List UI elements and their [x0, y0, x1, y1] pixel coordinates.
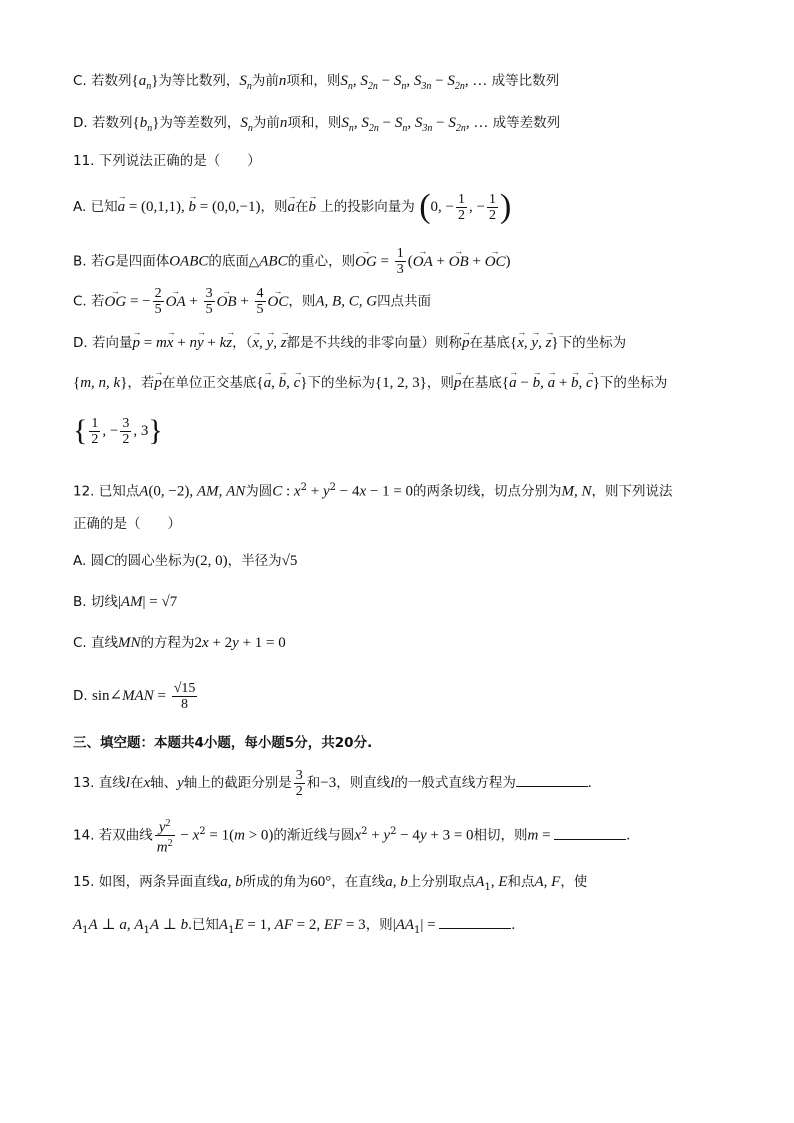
question-14: 14. 若双曲线 $\frac{y^2}{m^2}$ − $x^2 = 1(m > 0)$的渐近线与圆$x^2 + y^2 - 4y + 3 = 0$相切，则m = . [73, 817, 631, 856]
option-11a: A. 已知→ a = (0,1,1), → b = (0,0,−1)，则→ a在→ b 上的投影向量为 (0, − $\frac{1}{2}$ , − $\frac{1}{2}$ ) [73, 190, 734, 224]
question-11-stem: 11. 下列说法正确的是（ ） [73, 153, 261, 169]
section-3-heading: 三、填空题：本题共4小题，每小题5分，共20分. [73, 735, 373, 751]
question-15-line1: 15. 如图，两条异面直线a, b所成的角为60°，在直线a, b上分别取点$A_1$, E和点A, F，使 [73, 874, 588, 893]
question-15-line2: $A_1A$ ⊥ a, $A_1A$ ⊥ b.已知$A_1E = 1$, AF = 2, EF = 3，则$|AA_1|$ = . [73, 914, 734, 941]
option-11c: C. 若→ OG = − $\frac{2}{5}$ → OA + $\frac{3}{5}$ → OB + $\frac{4}{5}$ → OC，则A, B, C, G四点共面 [73, 286, 734, 317]
answer-blank-15[interactable] [439, 914, 511, 929]
option-12c: C. 直线MN的方程为2x + 2y + 1 = 0 [73, 635, 286, 651]
option-11b: B. 若G是四面体OABC的底面△ABC的重心，则→ OG = $\frac{1}{3}$ (→ OA + → OB + → OC) [73, 246, 734, 277]
option-11d-line3: { $\frac{1}{2}$ , − $\frac{3}{2}$ , 3} [73, 414, 163, 447]
question-13: 13. 直线l在x轴、y轴上的截距分别是 $\frac{3}{2}$ 和−3，则直线l的一般式直线方程为 . [73, 767, 592, 799]
option-12a: A. 圆C的圆心坐标为(2, 0)，半径为√5 [73, 553, 298, 569]
option-11d-line2: {m, n, k}，若→ p在单位正交基底{→ a, → b, → c}下的坐标为{1, 2, 3}，则→ p在基底{→ a − → b, → a + → b, → c}下的坐标为 [73, 373, 734, 393]
answer-blank-13[interactable] [516, 772, 588, 787]
question-12-stem-line2: 正确的是（ ） [73, 516, 181, 532]
option-10c: C. 若数列$\{a_n\}$为等比数列，$S_n$为前n项和，则$S_n$, $S_{2n} - S_n$, $S_{3n} - S_{2n}$, … 成等比数列 [73, 73, 560, 92]
option-12d: D. sin∠MAN = $\frac{√15}{8}$ [73, 680, 196, 712]
option-12b: B. 切线|AM| = √7 [73, 594, 178, 610]
option-11d-line1: D. 若向量→ p = m→ x + n→ y + k→ z，（→ x, → y, → z都是不共线的非零向量）则称→ p在基底{→ x, → y, → z}下的坐标为 [73, 333, 734, 353]
option-10d: D. 若数列$\{b_n\}$为等差数列，$S_n$为前n项和，则$S_n$, $S_{2n} - S_n$, $S_{3n} - S_{2n}$, … 成等差数列 [73, 115, 561, 134]
question-12-stem-line1: 12. 已知点A(0, −2), AM, AN为圆C : $x^2 + y^2 - 4x - 1 = 0$的两条切线，切点分别为M, N，则下列说法 [73, 482, 673, 500]
answer-blank-14[interactable] [554, 825, 626, 840]
